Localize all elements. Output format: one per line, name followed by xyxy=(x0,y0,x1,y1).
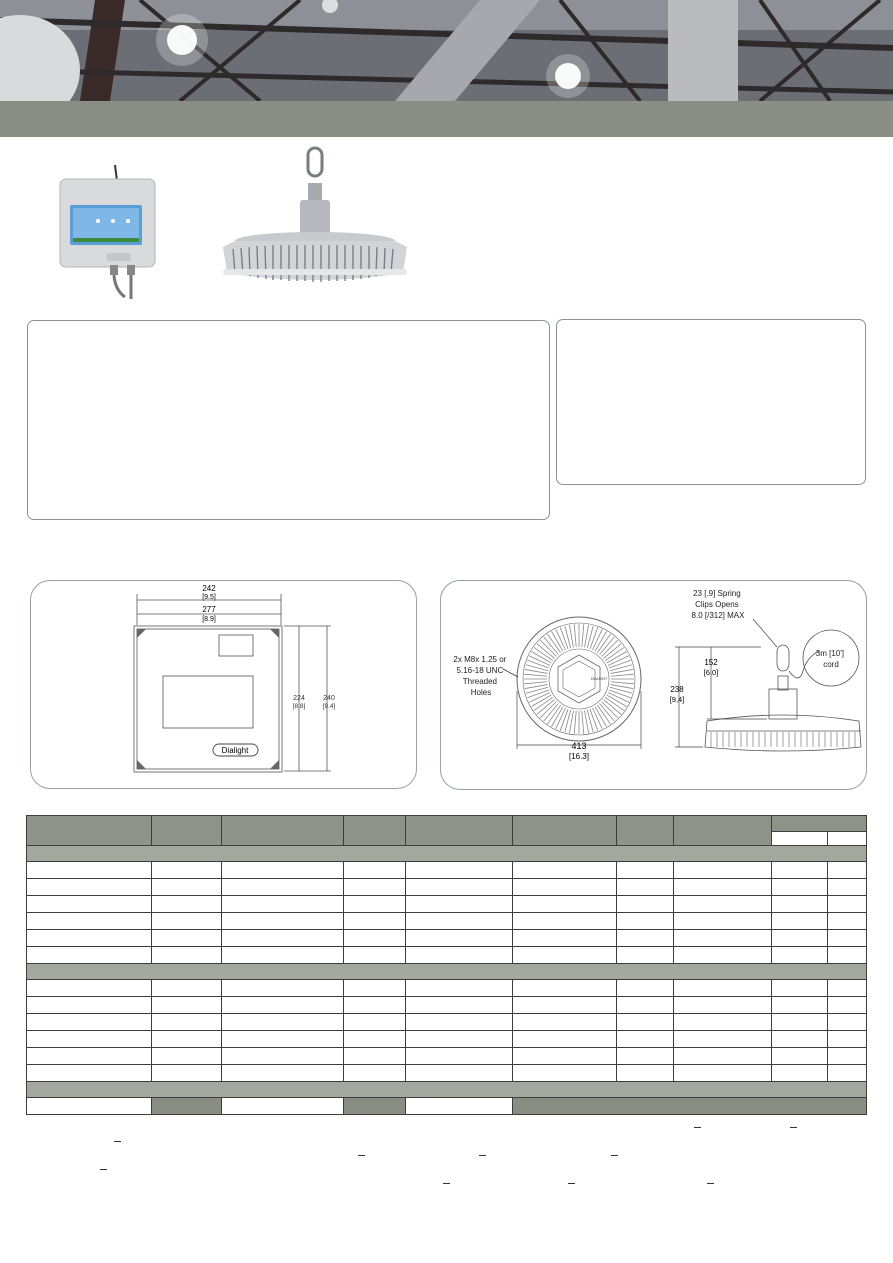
footnote-mark xyxy=(790,1127,797,1128)
dim-h-total: 238 xyxy=(670,685,684,694)
spec-table xyxy=(26,815,867,1115)
table-row xyxy=(27,862,867,879)
table-section-row xyxy=(27,846,867,862)
table-header-row xyxy=(27,816,867,832)
dim-w-inner: 277 xyxy=(202,605,216,614)
footnote-mark xyxy=(100,1169,107,1170)
table-row xyxy=(27,1014,867,1031)
plate-label: DIALIGHT xyxy=(591,677,608,681)
fixture-photo xyxy=(215,145,415,295)
footnote-mark xyxy=(358,1155,365,1156)
dim-diameter-in: [16.3] xyxy=(568,752,590,761)
table-row xyxy=(27,1098,867,1115)
clip-note: 23 [.9] Spring Clips Opens 8.0 [/312] MAX xyxy=(691,589,745,620)
table-row xyxy=(27,1031,867,1048)
dim-h-inner-in: [8.8] xyxy=(292,703,306,710)
controller-logo: Dialight xyxy=(221,746,249,755)
table-row xyxy=(27,896,867,913)
table-section-row xyxy=(27,1082,867,1098)
table-row xyxy=(27,947,867,964)
controller-photo xyxy=(55,165,163,300)
dim-h-total-in: [9,4] xyxy=(669,695,685,704)
table-row xyxy=(27,997,867,1014)
fixture-dimension-drawing xyxy=(440,580,867,790)
features-box xyxy=(556,319,866,485)
table-row xyxy=(27,913,867,930)
table-row xyxy=(27,879,867,896)
dim-h-outer-in: [9.4] xyxy=(322,703,336,710)
description-box xyxy=(27,320,550,520)
cord-note: 3m [10'] cord xyxy=(815,649,844,669)
dim-diameter: 413 xyxy=(571,741,587,751)
header-band xyxy=(0,101,893,137)
table-row xyxy=(27,930,867,947)
dim-h-inner: 224 xyxy=(293,695,305,702)
footnote-mark xyxy=(443,1183,450,1184)
controller-dimension-drawing xyxy=(30,580,417,789)
dim-w-outer: 242 xyxy=(202,584,216,593)
header-photo xyxy=(0,0,893,101)
dim-w-outer-in: [9.5] xyxy=(202,594,216,601)
footnote-mark xyxy=(114,1141,121,1142)
holes-note: 2x M8x 1.25 or 5.16-18 UNC Threaded Holes xyxy=(453,655,507,697)
dim-h-hook-in: [6.0] xyxy=(703,668,719,677)
table-row xyxy=(27,1065,867,1082)
footnote-mark xyxy=(568,1183,575,1184)
dim-h-outer: 240 xyxy=(323,695,335,702)
dim-h-hook: 152 xyxy=(704,658,718,667)
table-row xyxy=(27,980,867,997)
footnote-mark xyxy=(694,1127,701,1128)
table-row xyxy=(27,1048,867,1065)
table-section-row xyxy=(27,964,867,980)
footnote-mark xyxy=(611,1155,618,1156)
footnote-mark xyxy=(479,1155,486,1156)
footnote-mark xyxy=(707,1183,714,1184)
dim-w-inner-in: [8.9] xyxy=(202,616,216,623)
